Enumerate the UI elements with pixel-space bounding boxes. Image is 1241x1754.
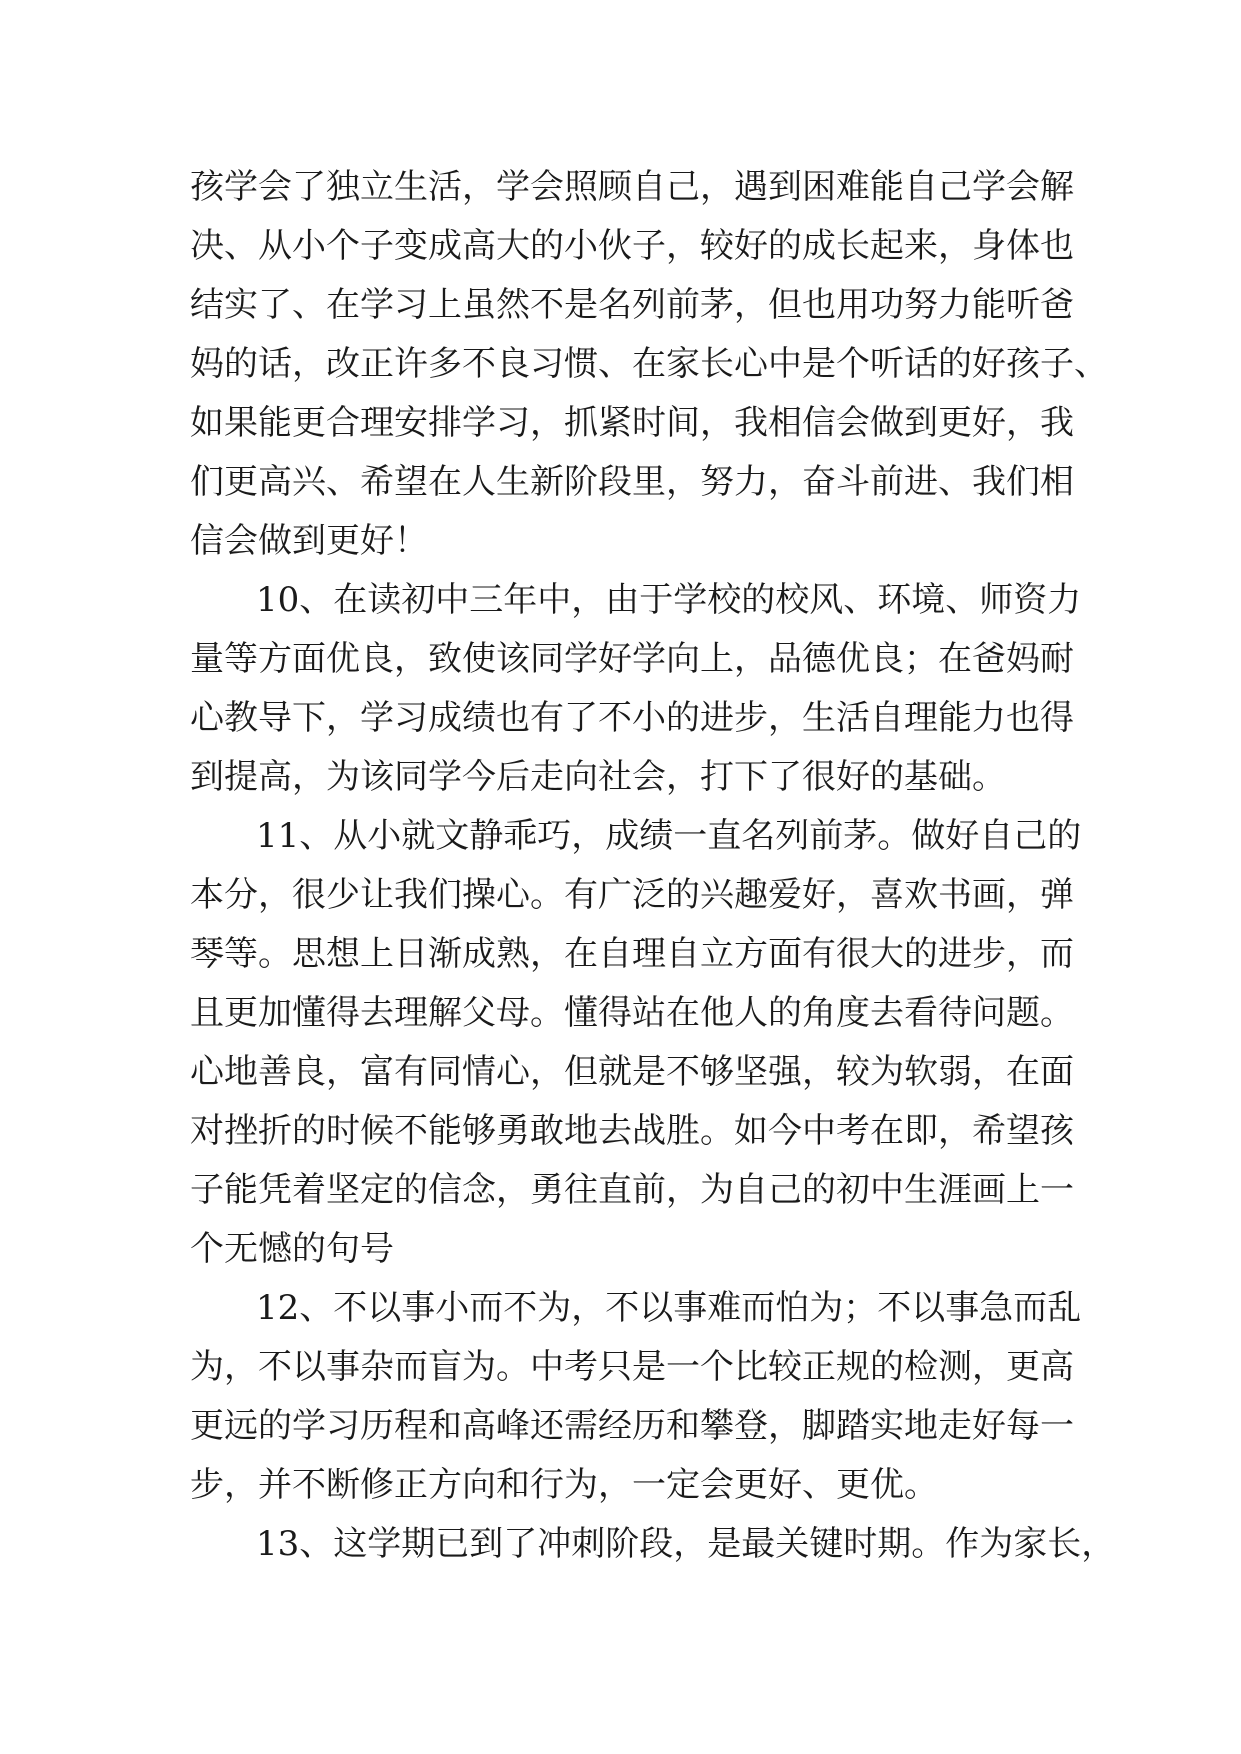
text-line: 信会做到更好！ <box>190 521 428 561</box>
text-line: 决、从小个子变成高大的小伙子，较好的成长起来，身体也 <box>190 226 1074 266</box>
paragraph-13 <box>190 1515 1116 1574</box>
text-line: 孩学会了独立生活，学会照顾自己，遇到困难能自己学会解 <box>190 167 1074 207</box>
text-line: 妈的话，改正许多不良习惯、在家长心中是个听话的好孩子、 <box>190 344 1108 384</box>
text-line: 心地善良，富有同情心，但就是不够坚强，较为软弱，在面 <box>190 1052 1074 1092</box>
text-line: 心教导下，学习成绩也有了不小的进步，生活自理能力也得 <box>190 698 1074 738</box>
text-line: 到提高，为该同学今后走向社会，打下了很好的基础。 <box>190 757 1006 797</box>
text-line: 10、在读初中三年中，由于学校的校风、环境、师资力 <box>256 580 1082 620</box>
text-line: 为，不以事杂而盲为。中考只是一个比较正规的检测，更高 <box>190 1347 1074 1387</box>
text-line: 且更加懂得去理解父母。懂得站在他人的角度去看待问题。 <box>190 993 1074 1033</box>
paragraph-12 <box>190 1279 1090 1515</box>
text-line: 11、从小就文静乖巧，成绩一直名列前茅。做好自己的 <box>256 816 1082 856</box>
paragraph-11 <box>190 807 1090 1279</box>
text-line: 12、不以事小而不为，不以事难而怕为；不以事急而乱 <box>256 1288 1082 1328</box>
text-line: 对挫折的时候不能够勇敢地去战胜。如今中考在即，希望孩 <box>190 1111 1074 1151</box>
text-line: 们更高兴、希望在人生新阶段里，努力，奋斗前进、我们相 <box>190 462 1074 502</box>
text-line: 本分，很少让我们操心。有广泛的兴趣爱好，喜欢书画，弹 <box>190 875 1074 915</box>
text-line: 如果能更合理安排学习，抓紧时间，我相信会做到更好，我 <box>190 403 1074 443</box>
paragraph-10 <box>190 571 1090 807</box>
text-line: 结实了、在学习上虽然不是名列前茅，但也用功努力能听爸 <box>190 285 1074 325</box>
text-line: 量等方面优良，致使该同学好学向上，品德优良；在爸妈耐 <box>190 639 1074 679</box>
text-line: 更远的学习历程和高峰还需经历和攀登，脚踏实地走好每一 <box>190 1406 1074 1446</box>
text-line: 步，并不断修正方向和行为，一定会更好、更优。 <box>190 1465 938 1505</box>
text-line: 13、这学期已到了冲刺阶段，是最关键时期。作为家长， <box>256 1524 1116 1564</box>
text-line: 子能凭着坚定的信念，勇往直前，为自己的初中生涯画上一 <box>190 1170 1074 1210</box>
text-line: 琴等。思想上日渐成熟，在自理自立方面有很大的进步，而 <box>190 934 1074 974</box>
document-body <box>190 158 1116 1574</box>
paragraph-9-continued <box>190 158 1108 571</box>
text-line: 个无憾的句号 <box>190 1229 394 1269</box>
